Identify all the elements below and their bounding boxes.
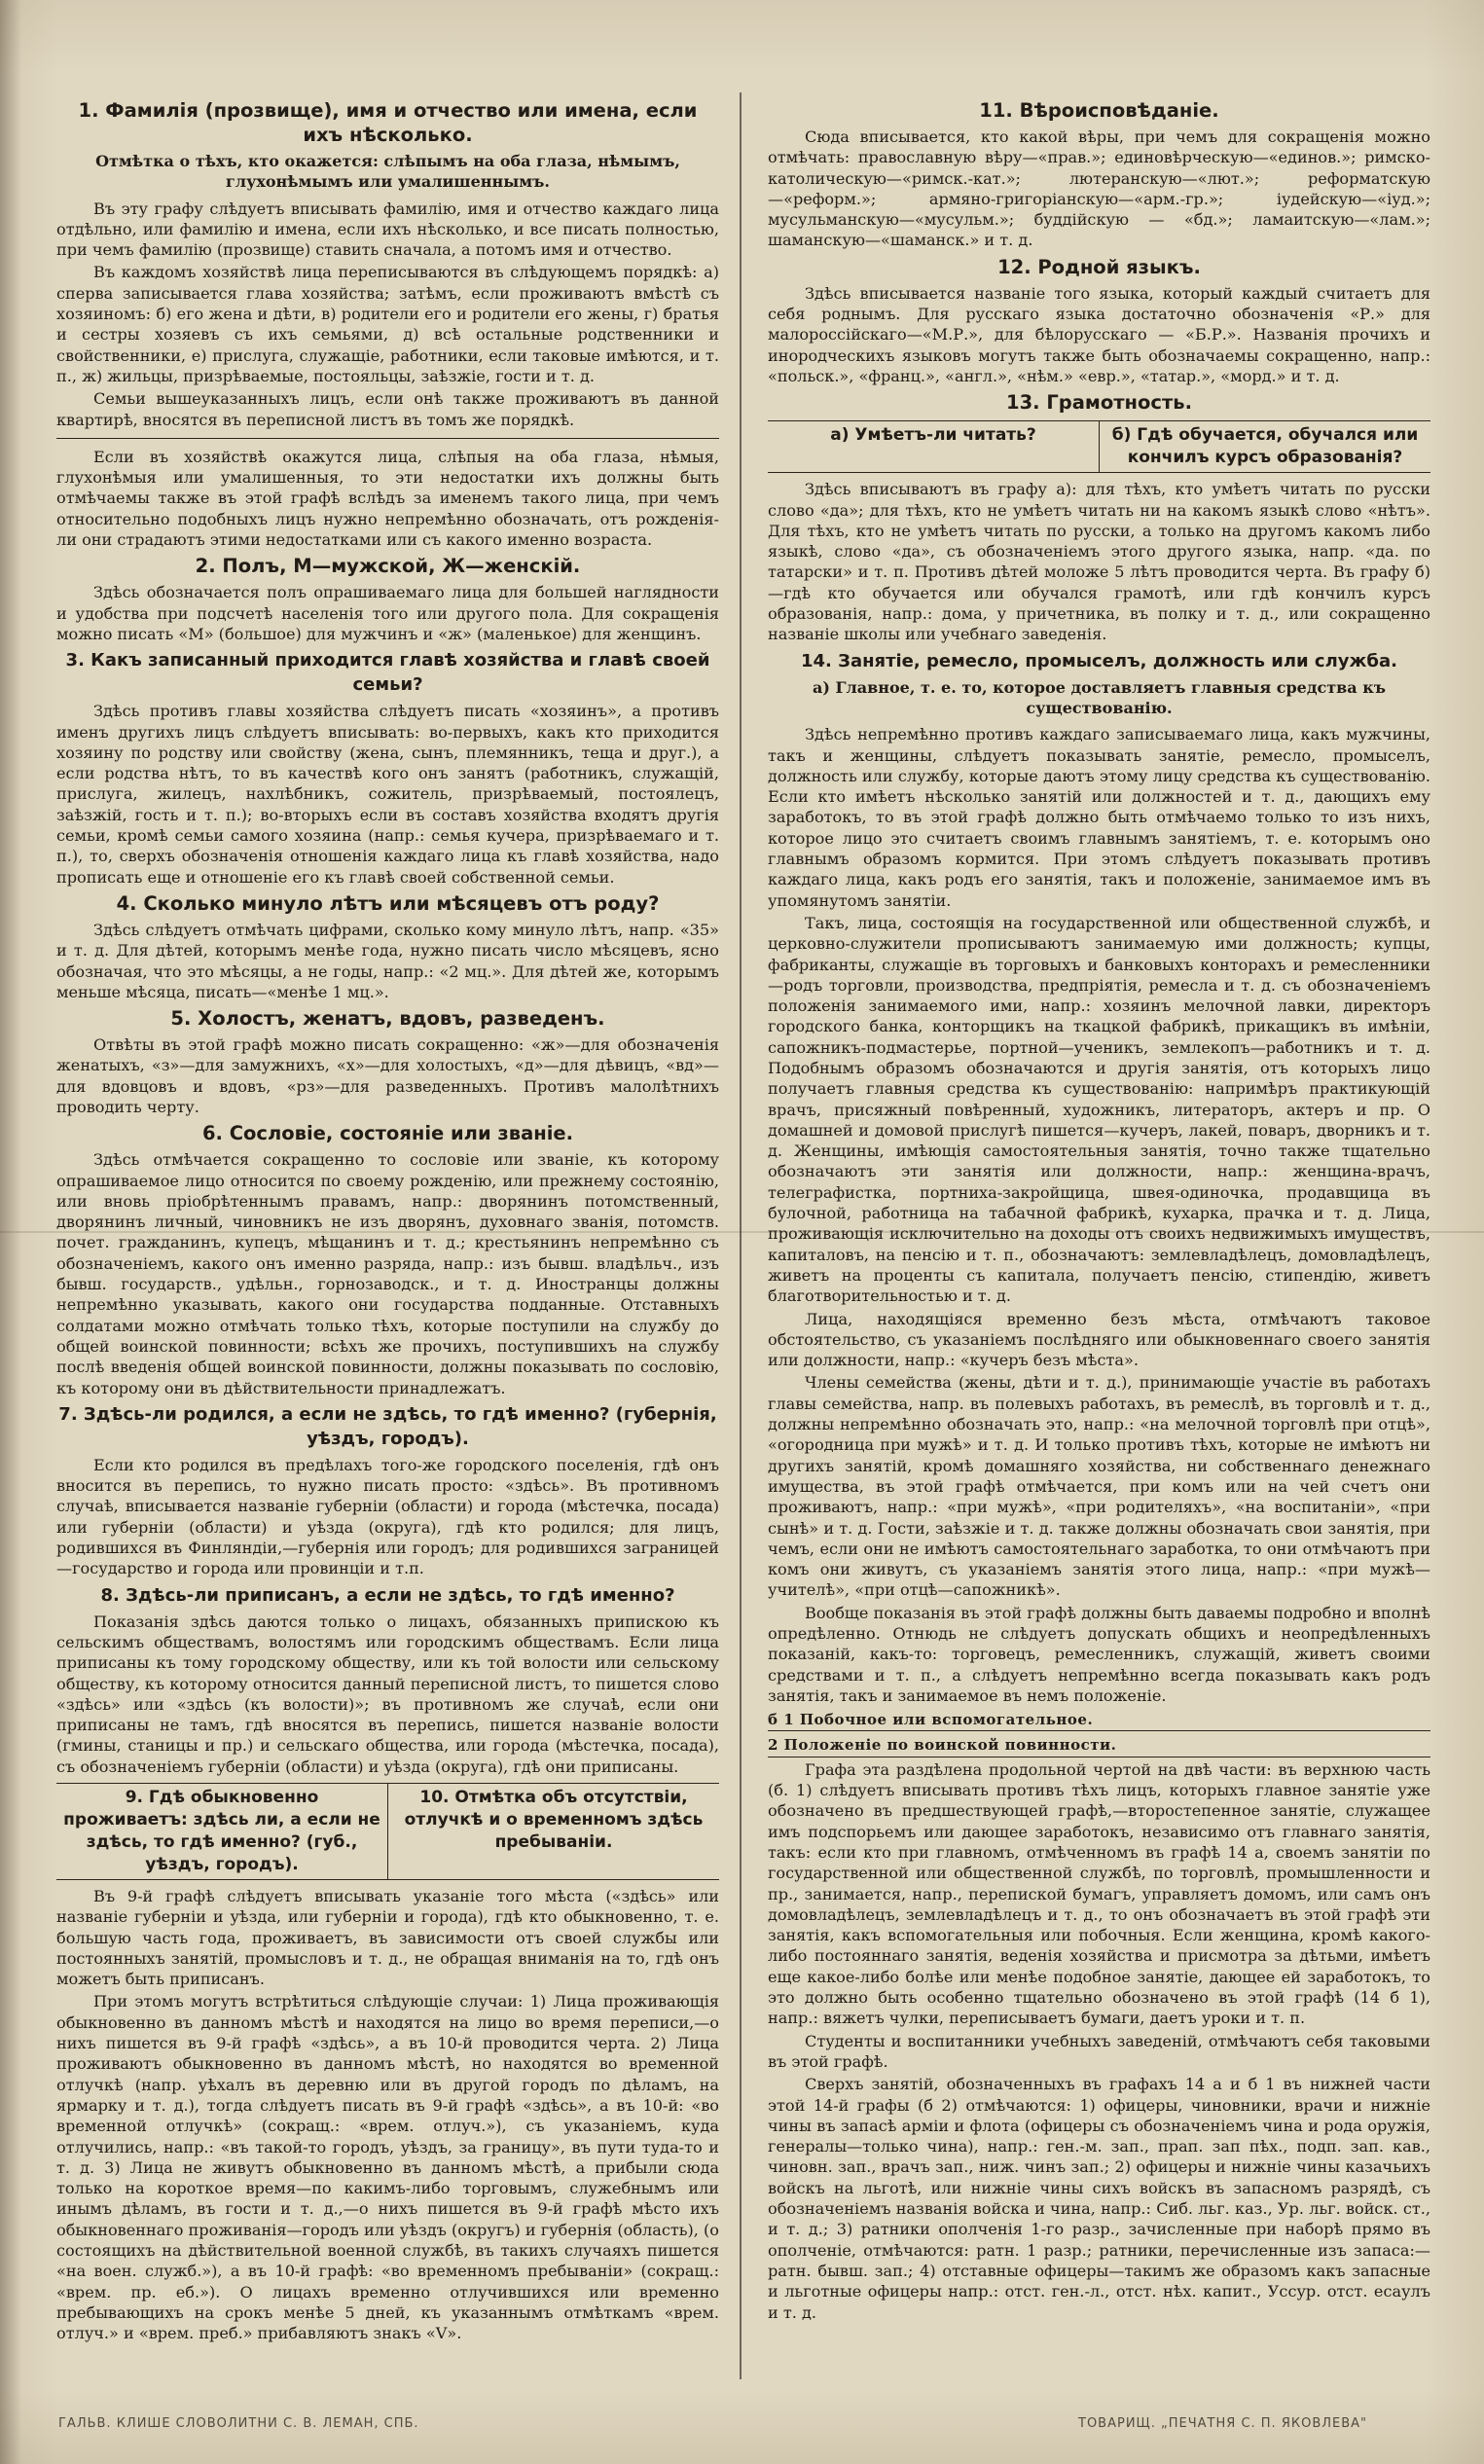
section-1-paragraph: Если въ хозяйствѣ окажутся лица, слѣпыя на оба глаза, нѣмыя, глухонѣмыя или умалишенныя, то эти недостатки ихъ должны быть отмѣчаемы также въ этой графѣ вслѣдъ за именемъ такого лица, при чемъ относительно подобныхъ лицъ нужно непремѣнно обозначать, отъ рожденія-ли они страдаютъ этими недостатками или съ какого именно возраста. (56, 447, 719, 550)
section-14-paragraph: Члены семейства (жены, дѣти и т. д.), принимающіе участіе въ работахъ главы семейства, напр. въ полевыхъ работахъ, въ ремеслѣ, въ торговлѣ и т. д., должны непремѣнно обозначать это, напр.: «на мелочной торговлѣ при отцѣ», «огородница при мужѣ» и т. д. И только противъ тѣхъ, которые не имѣютъ ни другихъ занятій, кромѣ домашняго хозяйства, ни собственнаго денежнаго имущества, въ этой графѣ отмѣчается, при комъ или на чей счетъ они проживаютъ, напр.: «при мужѣ», «при родителяхъ», «на воспитаніи», «при сынѣ» и т. д. Гости, заѣзжіе и т. д. также должны обозначать свои занятія, при чемъ, если они не имѣютъ самостоятельнаго заработка, то они отмѣчаютъ при комъ они живутъ, съ указаніемъ занятія этого лица, напр.: «при мужѣ—учителѣ», «при отцѣ—сапожникѣ». (768, 1373, 1430, 1600)
section-13b-heading: б) Гдѣ обучается, обучался или кончилъ курсъ образованія? (1111, 425, 1419, 468)
section-1-heading: 1. Фамилія (прозвище), имя и отчество или имена, если ихъ нѣсколько. (78, 99, 698, 146)
section-14-paragraph: Такъ, лица, состоящія на государственной или общественной службѣ, и церковно-служители прописываютъ занимаемую ими должность; купцы, фабриканты, служащіе въ торговыхъ и банковыхъ конторахъ и ремесленники—родъ торговли, производства, предпріятія, ремесла и т. д. съ обозначеніемъ положенія занимаемого ими, напр.: хозяинъ мелочной лавки, директоръ городского банка, конторщикъ на ткацкой фабрикѣ, прикащикъ въ имѣніи, сапожникъ-подмастерье, портной—ученикъ, землекопъ—работникъ и т. д. Подобнымъ образомъ обозначаются и другія занятія, отъ которыхъ лицо получаетъ главныя средства къ существованію: напримѣръ практикующій врачъ, присяжный повѣренный, художникъ, литераторъ, актеръ и пр. О домашней и домовой прислугѣ пишется—кучеръ, лакей, поваръ, дворникъ и т. д. Женщины, имѣющія самостоятельныя занятія, точно также тщательно обозначаютъ эти занятія или должности, напр.: женщина-врачъ, телеграфистка, портниха-закройщица, швея-одиночка, продавщица въ булочной, работница на табачной фабрикѣ, кухарка, прачка и т. д. Лица, проживающія исключительно на доходы отъ своихъ недвижимыхъ имуществъ, капиталовъ, на пенсію и т. п., обозначаютъ: землевладѣлецъ, домовладѣлецъ, живетъ на проценты съ капитала, получаетъ пенсію, стипендію, живетъ благотворительностью и т. д. (768, 913, 1430, 1306)
section-14b-paragraph: Графа эта раздѣлена продольной чертой на двѣ части: въ верхнюю часть (б. 1) слѣдуетъ вписывать противъ тѣхъ лицъ, которыхъ главное занятіе уже обозначено въ предшествующей графѣ,—второстепенное занятіе, служащее имъ подспорьемъ или дающее заработокъ, независимо отъ главнаго занятія, такъ: если кто при главномъ, отмѣченномъ въ графѣ 14 а, своемъ занятіи по государственной или общественной службѣ, по торговлѣ, промышленности и пр., занимается, напр., перепиской бумагъ, управляетъ домомъ, или самъ онъ домовладѣлецъ, землевладѣлецъ и т. д., то онъ обозначаетъ въ этой графѣ эти занятія, какъ вспомогательныя или побочныя. Если женщина, кромѣ какого-либо постояннаго занятія, веденія хозяйства и присмотра за дѣтьми, имѣетъ еще какое-либо болѣе или менѣе подобное занятіе, дающее ей заработокъ, то это должно быть особенно тщательно обозначено въ этой графѣ (14 б 1), напр.: вяжетъ чулки, переписываетъ бумаги, даетъ уроки и т. п. (768, 1759, 1430, 2028)
section-3-heading: 3. Какъ записанный приходится главѣ хозяйства и главѣ своей семьи? (65, 650, 710, 696)
section-7-heading: 7. Здѣсь-ли родился, а если не здѣсь, то гдѣ именно? (губернія, уѣздъ, городъ). (58, 1403, 717, 1449)
section-7-paragraph: Если кто родился въ предѣлахъ того-же городского поселенія, гдѣ онъ вносится въ перепись, то нужно писать просто: «здѣсь». Въ противномъ случаѣ, вписывается названіе губерніи (области) и города (мѣстечка, посада) или губерніи (области) и уѣзда (округа), гдѣ кто родился; для лицъ, родившихся въ Финляндіи,—губернія или городъ; для родившихся заграницей—государство и города или провинціи и т.п. (56, 1455, 719, 1578)
section-8-paragraph: Показанія здѣсь даются только о лицахъ, обязанныхъ припискою къ сельскимъ обществамъ, волостямъ или городскимъ обществамъ. Если лица приписаны къ тому городскому обществу, или къ той волости или сельскому обществу, къ которому относится данный переписной листъ, то пишется слово «здѣсь» или «здѣсь (къ волости)»; въ противномъ же случаѣ, если они приписаны не тамъ, гдѣ вносятся въ перепись, пишется названіе волости (гмины, станицы и пр.) и сельскаго общества, или города (мѣстечка, посада), съ обозначеніемъ губерніи (области) и уѣзда (округа), гдѣ они приписаны. (56, 1612, 719, 1776)
section-14-paragraph: Здѣсь непремѣнно противъ каждаго записываемаго лица, какъ мужчины, такъ и женщины, слѣдуетъ показывать занятіе, ремесло, промыселъ, должность или службу, которые даютъ этому лицу средства къ существованію. Если кто имѣетъ нѣсколько занятій или должностей и т. д., дающихъ ему заработокъ, то въ этой графѣ должно быть отмѣчаемо только то изъ нихъ, которое лицо это считаетъ своимъ главнымъ занятіемъ, т. е. которымъ оно главнымъ образомъ кормится. При этомъ слѣдуетъ показывать противъ каждаго лица, какъ родъ его занятія, такъ и положеніе, занимаемое имъ въ упомянутомъ занятіи. (768, 725, 1430, 910)
section-14a-heading: а) Главное, т. е. то, которое доставляетъ главныя средства къ существованію. (812, 677, 1387, 717)
section-13a-heading: а) Умѣетъ-ли читать? (768, 421, 1100, 472)
section-13-subheadings (768, 420, 1430, 473)
section-1-paragraph: Въ эту графу слѣдуетъ вписывать фамилію, имя и отчество каждаго лица отдѣльно, или фамилію и имена, если ихъ нѣсколько, и все писать полностью, при чемъ фамилію (прозвище) ставить сначала, а потомъ имя и отчество. (56, 199, 719, 260)
section-5-heading: 5. Холостъ, женатъ, вдовъ, разведенъ. (170, 1007, 605, 1031)
section-14b-paragraph: Студенты и воспитанники учебныхъ заведеній, отмѣчаютъ себя таковыми въ этой графѣ. (768, 2031, 1430, 2071)
section-10-heading: 10. Отмѣтка объ отсутствіи, отлучкѣ и о временномъ здѣсь пребываніи. (404, 1788, 704, 1852)
section-14b2-heading: 2 Положеніе по воинской повинности. (768, 1735, 1430, 1757)
section-5-paragraph: Отвѣты въ этой графѣ можно писать сокращенно: «ж»—для обозначенія женатыхъ, «з»—для замужнихъ, «х»—для холостыхъ, «д»—для дѣвицъ, «вд»—для вдовцовъ и вдовъ, «рз»—для разведенныхъ. Противъ малолѣтнихъ проводить черту. (56, 1035, 719, 1116)
section-2-heading: 2. Полъ, М—мужской, Ж—женскій. (195, 555, 581, 578)
column-divider (740, 92, 742, 2379)
section-2-paragraph: Здѣсь обозначается полъ опрашиваемаго лица для большей наглядности и удобства при подсчетѣ населенія того или другого пола. Для сокращенія можно писать «М» (большое) для мужчинъ и «ж» (маленькое) для женщинъ. (56, 583, 719, 643)
section-14-heading: 14. Занятіе, ремесло, промыселъ, должность или служба. (801, 650, 1397, 671)
section-11-heading: 11. Вѣроисповѣданіе. (979, 99, 1219, 122)
section-1-paragraph: Въ каждомъ хозяйствѣ лица переписываются въ слѣдующемъ порядкѣ: а) сперва записывается глава хозяйства; затѣмъ, если проживаютъ вмѣстѣ съ хозяиномъ: б) его жена и дѣти, в) родители его и родители его жены, г) братья и сестры хозяевъ съ ихъ семьями, д) всѣ остальные родственники и свойственники, е) прислуга, служащіе, работники, если таковые имѣются, и т. п., ж) жильцы, призрѣваемые, постояльцы, заѣзжіе, гости и т. д. (56, 263, 719, 385)
section-14-paragraph: Лица, находящіяся временно безъ мѣста, отмѣчаютъ таковое обстоятельство, съ указаніемъ послѣдняго или обыкновеннаго своего занятія или должности, напр.: «кучеръ безъ мѣста». (768, 1309, 1430, 1370)
section-13-paragraph: Здѣсь вписываютъ въ графу а): для тѣхъ, кто умѣетъ читать по русски слово «да»; для тѣхъ, кто не умѣетъ читать ни на какомъ языкѣ слово «нѣтъ». Для тѣхъ, кто не умѣетъ читать по русски, а только на другомъ какомъ либо языкѣ, слово «да», съ обозначеніемъ этого другого языка, напр. «да. по татарски» и т. п. Противъ дѣтей моложе 5 лѣтъ проводится черта. Въ графу б)—гдѣ кто обучается или обучался грамотѣ, или гдѣ кончилъ курсъ образованія, напр.: дома, у причетника, въ полку и т. д., или сокращенно названіе школы или учебнаго заведенія. (768, 480, 1430, 644)
section-rule (56, 438, 719, 439)
printer-imprint-right: ТОВАРИЩ. „ПЕЧАТНЯ С. П. ЯКОВЛЕВА" (1078, 2416, 1368, 2431)
section-11-paragraph: Сюда вписывается, кто какой вѣры, при чемъ для сокращенія можно отмѣчать: православную вѣру—«прав.»; единовѣрческую—«единов.»; римско-католическую—«римск.-кат.»; лютеранскую—«лют.»; реформатскую—«реформ.»; армяно-григоріанскую—«арм.-гр.»; іудейскую—«іуд.»; мусульманскую—«мусульм.»; буддійскую — «бд.»; ламаитскую—«лам.»; шаманскую—«шаманск.» и т. д. (768, 127, 1430, 250)
section-4-heading: 4. Сколько минуло лѣтъ или мѣсяцевъ отъ роду? (116, 891, 660, 915)
section-3-paragraph: Здѣсь противъ главы хозяйства слѣдуетъ писать «хозяинъ», а противъ именъ другихъ лицъ слѣдуетъ вписывать: во-первыхъ, какъ кто приходится хозяину по родству или свойству (жена, сынъ, племянникъ, теща и друг.), а если родства нѣтъ, то въ качествѣ кого онъ занятъ (работникъ, служащій, прислуга, жилецъ, нахлѣбникъ, сожитель, призрѣваемый, постоялецъ, заѣзжій, гость и т. п.); во-вторыхъ если въ составъ хозяйства входятъ другія семьи, кромѣ семьи самого хозяина (напр.: семья кучера, призрѣваемаго и т. п.), то, сверхъ обозначенія отношенія каждаго лица къ главѣ хозяйства, надо прописать еще и отношеніе его къ главѣ своей собственной семьи. (56, 702, 719, 887)
sections-9-10-header (56, 1783, 719, 1880)
section-4-paragraph: Здѣсь слѣдуетъ отмѣчать цифрами, сколько кому минуло лѣтъ, напр. «35» и т. д. Для дѣтей, которымъ менѣе года, нужно писать число мѣсяцевъ, ясно обозначая, что это мѣсяцы, а не годы, напр.: «2 мц.». Для дѣтей же, которымъ меньше мѣсяца, писать—«менѣе 1 мц.». (56, 920, 719, 1001)
right-column (768, 94, 1430, 2376)
left-column (56, 94, 719, 2376)
section-14-paragraph: Вообще показанія въ этой графѣ должны быть даваемы подробно и вполнѣ опредѣленно. Отнюдь не слѣдуетъ допускать общихъ и неопредѣленныхъ показаній, какъ-то: торговецъ, ремесленникъ, служащій, живетъ своими средствами и т. п., а слѣдуетъ непремѣнно всегда показывать какъ родъ занятія, такъ и занимаемое въ немъ положеніе. (768, 1603, 1430, 1705)
section-9-10-paragraph: Въ 9-й графѣ слѣдуетъ вписывать указаніе того мѣста («здѣсь» или названіе губерніи и уѣзда, или губерніи и города), гдѣ кто обыкновенно, т. е. большую часть года, проживаетъ, въ зависимости отъ своей службы или постоянныхъ занятій, промысловъ и т. д., не обращая вниманія на то, гдѣ онъ можетъ быть приписанъ. (56, 1887, 719, 1989)
section-13-heading: 13. Грамотность. (1006, 391, 1192, 415)
section-12-heading: 12. Родной языкъ. (997, 255, 1201, 278)
section-8-heading: 8. Здѣсь-ли приписанъ, а если не здѣсь, то гдѣ именно? (100, 1584, 675, 1606)
section-6-heading: 6. Сословіе, состояніе или званіе. (201, 1122, 574, 1145)
section-14b1-heading: б 1 Побочное или вспомогательное. (768, 1710, 1430, 1731)
printer-imprint-left: ГАЛЬВ. КЛИШЕ СЛОВОЛИТНИ С. В. ЛЕМАН, СПБ. (58, 2416, 419, 2431)
section-9-10-paragraph: При этомъ могутъ встрѣтиться слѣдующіе случаи: 1) Лица проживающія обыкновенно въ данномъ мѣстѣ и находятся на лицо во время переписи,—о нихъ пишется въ 9-й графѣ «здѣсь», а въ 10-й проводится черта. 2) Лица проживаютъ обыкновенно въ данномъ мѣстѣ, но находятся во временной отлучкѣ (напр. уѣхалъ въ деревню или въ другой городъ по дѣламъ, на ярмарку и т. д.), тогда слѣдуетъ писать въ 9-й графѣ «здѣсь», а въ 10-й: «во временной отлучкѣ» (сокращ.: «врем. отлуч.»), съ указаніемъ, куда отлучились, напр.: «въ такой-то городъ, уѣздъ, за границу», въ пути туда-то и т. д. 3) Лица не живутъ обыкновенно въ данномъ мѣстѣ, а прибыли сюда только на короткое время—по какимъ-либо торговымъ, служебнымъ или инымъ дѣламъ, въ гости и т. д.,—о нихъ пишется въ 9-й графѣ мѣсто ихъ обыкновеннаго проживанія—городъ или уѣздъ (округъ) и губернія (область), (о состоящихъ на дѣйствительной военной службѣ, въ такихъ случаяхъ пишется «на воен. служб.»), а въ 10-й графѣ: «во временномъ пребываніи» (сокращ.: «врем. пр. еб.»). О лицахъ временно отлучившихся или временно пребывающихъ на срокъ менѣе 5 дней, къ указаннымъ отмѣткамъ «врем. отлуч.» и «врем. преб.» прибавляютъ знакъ «V». (56, 1992, 719, 2343)
section-9-heading: 9. Гдѣ обыкновенно проживаетъ: здѣсь ли, а если не здѣсь, то гдѣ именно? (губ., уѣздъ, городъ). (56, 1784, 388, 1879)
section-14b-paragraph: Сверхъ занятій, обозначенныхъ въ графахъ 14 а и б 1 въ нижней части этой 14-й графы (б 2) отмѣчаются: 1) офицеры, чиновники, врачи и нижніе чины въ запасѣ арміи и флота (офицеры съ обозначеніемъ чина и рода оружія, генералы—только чина), напр.: ген.-м. зап., прап. зап пѣх., подп. зап. кав., чиновн. зап., врачъ зап., ниж. чинъ зап.; 2) офицеры и нижніе чины казачьихъ войскъ на льготѣ, или нижніе чины сихъ войскъ въ запасномъ разрядѣ, съ обозначеніемъ названія войска и чина, напр.: Сиб. льг. каз., Ур. льг. войск. ст., и т. д.; 3) ратники ополченія 1-го разр., зачисленные при наборѣ прямо въ ополченіе, отмѣчаются: ратн. 1 разр.; ратники, перечисленные изъ запаса:—ратн. бывш. зап.; 4) отставные офицеры—такимъ же образомъ какъ запасные и льготные офицеры напр.: отст. ген.-л., отст. нѣх. капит., Уссур. отст. есаулъ и т. д. (768, 2075, 1430, 2322)
section-1-subheading: Отмѣтка о тѣхъ, кто окажется: слѣпымъ на оба глаза, нѣмымъ, глухонѣмымъ или умалишеннымъ. (95, 152, 680, 192)
section-12-paragraph: Здѣсь вписывается названіе того языка, который каждый считаетъ для себя роднымъ. Для русскаго языка достаточно обозначенія «Р.» для малороссійскаго—«М.Р.», для бѣлорусскаго — «Б.Р.». Названія прочихъ и инородческихъ языковъ могутъ также быть обозначаемы сокращенно, напр.: «польск.», «франц.», «англ.», «нѣм.» «евр.», «татар.», «морд.» и т. д. (768, 283, 1430, 385)
section-6-paragraph: Здѣсь отмѣчается сокращенно то сословіе или званіе, къ которому опрашиваемое лицо относится по своему рожденію, или прежнему состоянію, или вновь пріобрѣтеннымъ правамъ, напр.: дворянинъ потомственный, дворянинъ личный, чиновникъ не изъ дворянъ, духовнаго званія, потомств. почет. гражданинъ, купецъ, мѣщанинъ и т. д.; крестьянинъ непремѣнно съ обозначеніемъ, какого онъ именно разряда, напр.: изъ бывш. владѣльч., изъ бывш. государств., удѣльн., горнозаводск., и т. д. Иностранцы должны непремѣнно указывать, какого они государства подданные. Отставныхъ солдатами можно отмѣчать только тѣхъ, которые поступили на службу до общей воинской повинности; всѣхъ же прочихъ, поступившихъ на службу послѣ введенія общей воинской повинности, должны показывать по сословію, къ которому они въ дѣйствительности принадлежатъ. (56, 1150, 719, 1397)
section-1-paragraph: Семьи вышеуказанныхъ лицъ, если онѣ также проживаютъ въ данной квартирѣ, вносятся въ переписной листъ въ томъ же порядкѣ. (56, 389, 719, 429)
